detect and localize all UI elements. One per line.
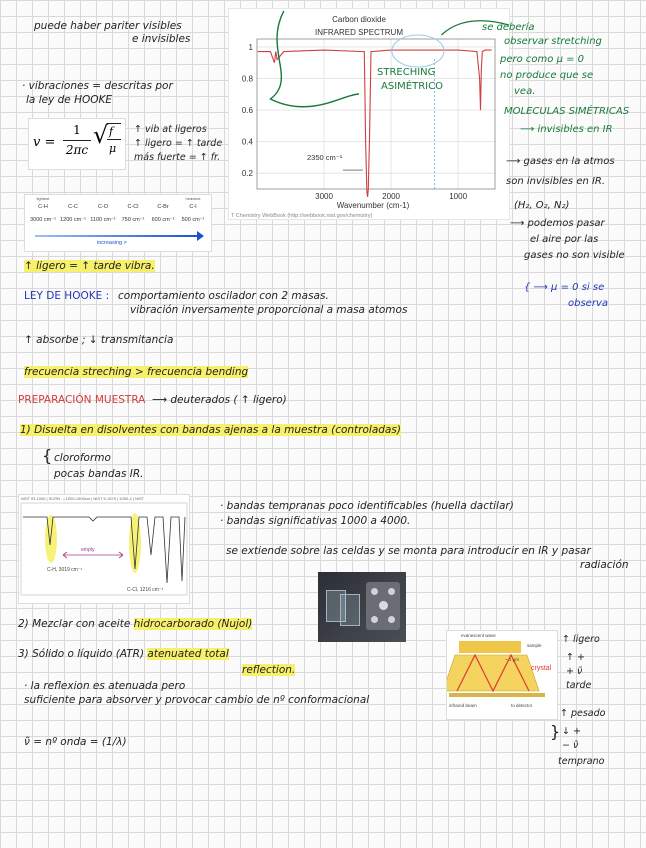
note-ligero	[24, 260, 155, 272]
sqrt-icon: √	[93, 121, 109, 149]
item-2-text-a: 2) Mezclar con aceite	[18, 618, 131, 630]
item-1	[20, 424, 401, 436]
hooke-note-3: más fuerte = ↑ fr.	[134, 152, 221, 163]
bandas-1: · bandas tempranas poco identificables (huella dactilar)	[220, 500, 514, 512]
screw-icon	[379, 601, 388, 610]
bond-header: C-O	[97, 204, 109, 210]
hooke-formula	[28, 118, 126, 170]
small-label-cl: C-Cl, 1216 cm⁻¹	[127, 587, 164, 593]
chart-xlabel: Wavenumber (cm-1)	[336, 201, 410, 210]
note-vibraciones-2: la ley de HOOKE	[26, 94, 113, 106]
prep-label: PREPARACIÓN MUESTRA	[18, 394, 146, 406]
green-note-5: vea.	[514, 86, 536, 97]
gases-note-6: gases no son visible	[524, 250, 625, 261]
chart-x-tick-label: 1000	[449, 192, 468, 201]
bond-value: 500 cm⁻¹	[181, 217, 205, 223]
item-3-c	[242, 664, 295, 676]
stretching-label-1: STRECHING	[377, 67, 436, 78]
atr-base	[449, 693, 545, 697]
atr-heavy-2: ↓ +	[562, 726, 581, 737]
green-note-6: MOLECULAS SIMÉTRICAS	[504, 106, 630, 117]
atr-diagram	[446, 630, 558, 720]
formula-f: f	[109, 125, 114, 138]
small-spectrum-header: NIST IR-1000 | SCRN - | 1000-1900cm | NIST 5-1679 | 1000-2 | NIST	[21, 496, 145, 501]
chart-x-tick-label: 2000	[382, 192, 400, 201]
small-spectrum-svg	[19, 495, 189, 603]
chart-frame	[257, 39, 495, 189]
item-1-text: 1) Disuelta en disolventes con bandas ajenas a la muestra (controladas)	[20, 424, 401, 436]
ley-hooke-label: LEY DE HOOKE :	[24, 290, 110, 302]
brace-icon: }	[550, 722, 561, 741]
extiende-2: radiación	[580, 559, 629, 571]
atr-light-3: + ν̃	[566, 666, 583, 677]
ir-spectrum-chart	[228, 8, 510, 220]
atr-sample-layer	[459, 641, 521, 653]
bandas-2: · bandas significativas 1000 a 4000.	[220, 515, 411, 527]
chart-y-tick-label: 0.8	[241, 74, 253, 84]
note-absorbe: ↑ absorbe ; ↓ transmitancia	[24, 334, 174, 346]
bond-header: C-H	[38, 204, 48, 210]
ir-spectrum-svg	[229, 9, 509, 219]
bond-top-label: heaviest	[185, 196, 201, 201]
gases-note-2: son invisibles en IR.	[506, 176, 606, 187]
note-visible-1: puede haber pariter visibles	[34, 20, 182, 32]
atr-bottom-right: to detector	[511, 703, 533, 708]
gases-note-1: ⟶ gases en la atmos	[506, 156, 615, 167]
chart-title-2: INFRARED SPECTRUM	[314, 28, 403, 37]
gases-note-5: el aire por las	[530, 234, 599, 245]
gases-note-4: ⟶ podemos pasar	[510, 218, 605, 229]
bond-value: 1100 cm⁻¹	[90, 217, 116, 223]
small-spectrum	[18, 494, 190, 604]
hooke-note-2: ↑ ligero = ↑ tarde	[134, 138, 223, 149]
spectrum-line	[258, 50, 492, 197]
atr-heavy-1: ↑ pesado	[560, 708, 606, 719]
blue-ellipse-mark	[392, 35, 444, 67]
chart-y-tick-label: 0.2	[241, 169, 253, 179]
item-3-text-b: atenuated total	[147, 648, 229, 660]
atr-crystal-label: crystal	[531, 665, 552, 672]
atr-bottom-left: infrared beam	[449, 703, 477, 708]
note-ligero-text: ↑ ligero = ↑ tarde vibra.	[24, 260, 155, 272]
bond-header: C-Cl	[127, 204, 139, 210]
formula-fraction-bar	[63, 140, 91, 141]
cloro-1: cloroformo	[54, 452, 111, 464]
chart-annotation-2350: 2350 cm⁻¹	[307, 153, 343, 162]
formula-num: 1	[73, 123, 81, 137]
note-vibraciones-1: · vibraciones = descritas por	[22, 80, 173, 92]
bond-top-label: lightest	[36, 196, 50, 201]
prep-arrow: ⟶ deuterados ( ↑ ligero)	[152, 394, 287, 406]
atr-depth-label: ~ 1 μm	[505, 657, 519, 662]
note-frequency	[24, 366, 248, 378]
formula-v: v =	[33, 135, 56, 150]
atr-heavy-4: temprano	[558, 756, 605, 767]
green-note-1: se debería	[482, 22, 535, 33]
chart-title-1: Carbon dioxide	[332, 15, 386, 24]
green-note-2: observar stretching	[504, 36, 602, 47]
item-3-text-c: reflection.	[242, 664, 296, 676]
screw-icon	[388, 588, 395, 595]
ir-cells-photo	[318, 572, 406, 642]
pint-note-2: observa	[568, 298, 608, 309]
chart-y-tick-label: 1	[248, 42, 253, 52]
item-3	[18, 648, 229, 660]
bond-value: 600 cm⁻¹	[151, 217, 175, 223]
gases-note-3: (H₂, O₂, N₂)	[514, 200, 570, 211]
item-2-text-b: hidrocarborado (Nujol)	[133, 618, 253, 630]
chart-x-tick-label: 3000	[315, 192, 333, 201]
bond-value: 3000 cm⁻¹	[30, 217, 56, 223]
note-frequency-text: frecuencia streching > frecuencia bending	[24, 366, 249, 378]
bond-table	[24, 194, 212, 252]
increasing-label: increasing >	[97, 240, 127, 246]
atr-top-label: evanescent wave	[461, 633, 496, 638]
cell-window-2	[340, 594, 360, 626]
green-note-7: ⟶ invisibles en IR	[520, 124, 613, 135]
atr-light-2: ↑ +	[566, 652, 585, 663]
sqrt-fraction-bar	[107, 139, 121, 140]
green-note-3: pero como μ = 0	[500, 54, 585, 65]
green-note-4: no produce que se	[500, 70, 594, 81]
pint-note-1: { ⟶ μ = 0 si se	[524, 282, 605, 293]
atr-sample-label: sample	[527, 643, 542, 648]
atr-light-1: ↑ ligero	[562, 634, 600, 645]
ley-hooke-text-2: vibración inversamente proporcional a masa atomos	[130, 304, 408, 316]
note-visible-2: e invisibles	[132, 33, 191, 45]
reflexion-2: suficiente para absorver y provocar cambio de nº conformacional	[24, 694, 370, 706]
bond-value: 750 cm⁻¹	[121, 217, 145, 223]
formula-den: 2πc	[65, 143, 89, 157]
bond-value: 1200 cm⁻¹	[60, 217, 86, 223]
cloro-2: pocas bandas IR.	[54, 468, 144, 480]
bond-header: C-Br	[157, 204, 169, 210]
atr-crystal	[447, 655, 539, 691]
bond-header: C-I	[189, 204, 197, 210]
increasing-arrow	[35, 235, 201, 237]
reflexion-1: · la reflexion es atenuada pero	[24, 680, 186, 692]
atr-heavy-3: − ν̃	[562, 740, 579, 751]
green-bracket-stroke	[270, 11, 358, 107]
brace-icon: {	[42, 446, 53, 465]
chart-y-tick-label: 0.6	[241, 106, 253, 116]
sqrt-bar	[107, 123, 121, 124]
stretching-label-2: ASIMÉTRICO	[381, 81, 443, 92]
ley-hooke-text-1: comportamiento oscilador con 2 masas.	[118, 290, 329, 302]
small-label-ch: C-H, 3019 cm⁻¹	[47, 567, 83, 573]
screw-icon	[371, 588, 378, 595]
formula-mu: μ	[109, 142, 117, 155]
screw-icon	[371, 616, 378, 623]
item-2	[18, 618, 252, 630]
note-onda: ν̃ = nº onda = (1/λ)	[24, 736, 127, 748]
small-label-empty: empty	[81, 547, 95, 553]
item-3-text-a: 3) Sólido o líquido (ATR)	[18, 648, 145, 660]
chart-source: T Chemistry WebBook (http://webbook.nist.gov/chemistry)	[231, 213, 373, 219]
hooke-note-1: ↑ vib at ligeros	[134, 124, 207, 135]
extiende-1: se extiende sobre las celdas y se monta para introducir en IR y pasar	[226, 545, 591, 557]
atr-light-4: tarde	[566, 680, 592, 691]
screw-icon	[388, 616, 395, 623]
chart-y-tick-label: 0.4	[241, 137, 253, 147]
bond-header: C-C	[68, 204, 78, 210]
arrow-head-icon	[197, 231, 204, 241]
